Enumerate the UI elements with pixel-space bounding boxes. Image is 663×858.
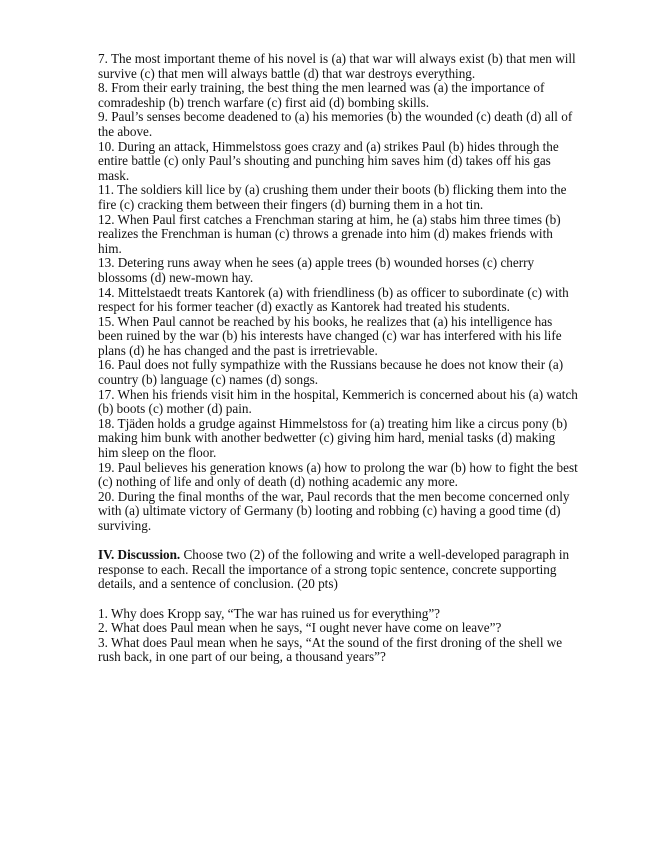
discussion-instructions bbox=[98, 548, 578, 592]
question-item: 17. When his friends visit him in the hospital, Kemmerich is concerned about his (a) watch (b) boots (c) mother (d) pain. bbox=[98, 386, 578, 417]
multiple-choice-list bbox=[98, 52, 578, 534]
question-item: 20. During the final months of the war, Paul records that the men become concerned only with (a) ultimate victory of Germany (b) looting and robbing (c) having a good time (d) surviving. bbox=[98, 488, 570, 533]
question-item: 7. The most important theme of his novel is (a) that war will always exist (b) that men will survive (c) that men will always battle (d) that war destroys everything. bbox=[98, 51, 576, 81]
discussion-instructions-text: Choose two (2) of the following and write a well-developed paragraph in response to each. Recall the importance of a strong topic sentence, concrete supporting details, and a sentence of conclusion. (20 pts) bbox=[98, 547, 570, 592]
question-item: 11. The soldiers kill lice by (a) crushing them under their boots (b) flicking them into the fire (c) cracking them between their fingers (d) burning them in a hot tin. bbox=[98, 182, 567, 212]
question-item: 19. Paul believes his generation knows (a) how to prolong the war (b) how to fight the best (c) nothing of life and only of death (d) nothing academic any more. bbox=[98, 459, 578, 490]
question-item: 14. Mittelstaedt treats Kantorek (a) with friendliness (b) as officer to subordinate (c) with respect for his former teacher (d) exactly as Kantorek had treated his students. bbox=[98, 284, 569, 315]
question-item: 8. From their early training, the best thing the men learned was (a) the importance of comradeship (b) trench warfare (c) first aid (d) bombing skills. bbox=[98, 80, 545, 110]
worksheet-page bbox=[98, 52, 578, 665]
discussion-section bbox=[98, 548, 578, 665]
question-item: 16. Paul does not fully sympathize with the Russians because he does not know their (a) country (b) language (c) names (d) songs. bbox=[98, 357, 564, 388]
question-item: 12. When Paul first catches a Frenchman staring at him, he (a) stabs him three times (b) realizes the Frenchman is human (c) throws a grenade into him (d) makes friends with him. bbox=[98, 211, 561, 256]
discussion-prompt: 1. Why does Kropp say, “The war has ruined us for everything”? bbox=[98, 605, 441, 621]
discussion-prompt-list bbox=[98, 607, 578, 665]
question-item: 9. Paul’s senses become deadened to (a) his memories (b) the wounded (c) death (d) all of the above. bbox=[98, 109, 573, 139]
question-item: 13. Detering runs away when he sees (a) apple trees (b) wounded horses (c) cherry blossoms (d) new-mown hay. bbox=[98, 255, 535, 285]
question-item: 15. When Paul cannot be reached by his books, he realizes that (a) his intelligence has been ruined by the war (b) his interests have changed (c) war has interfered with his life plans (d) he has changed and the past is irretrievable. bbox=[98, 313, 562, 358]
discussion-heading: IV. Discussion. bbox=[98, 547, 181, 563]
discussion-prompt: 2. What does Paul mean when he says, “I ought never have come on leave”? bbox=[98, 620, 502, 636]
question-item: 10. During an attack, Himmelstoss goes crazy and (a) strikes Paul (b) hides through the entire battle (c) only Paul’s shouting and punching him saves him (d) takes off his gas mask. bbox=[98, 138, 559, 183]
question-item: 18. Tjäden holds a grudge against Himmelstoss for (a) treating him like a circus pony (b) making him bunk with another bedwetter (c) giving him hard, menial tasks (d) making him sleep on the floor. bbox=[98, 415, 568, 461]
discussion-prompt: 3. What does Paul mean when he says, “At the sound of the first droning of the shell we rush back, in one part of our being, a thousand years”? bbox=[98, 634, 563, 665]
